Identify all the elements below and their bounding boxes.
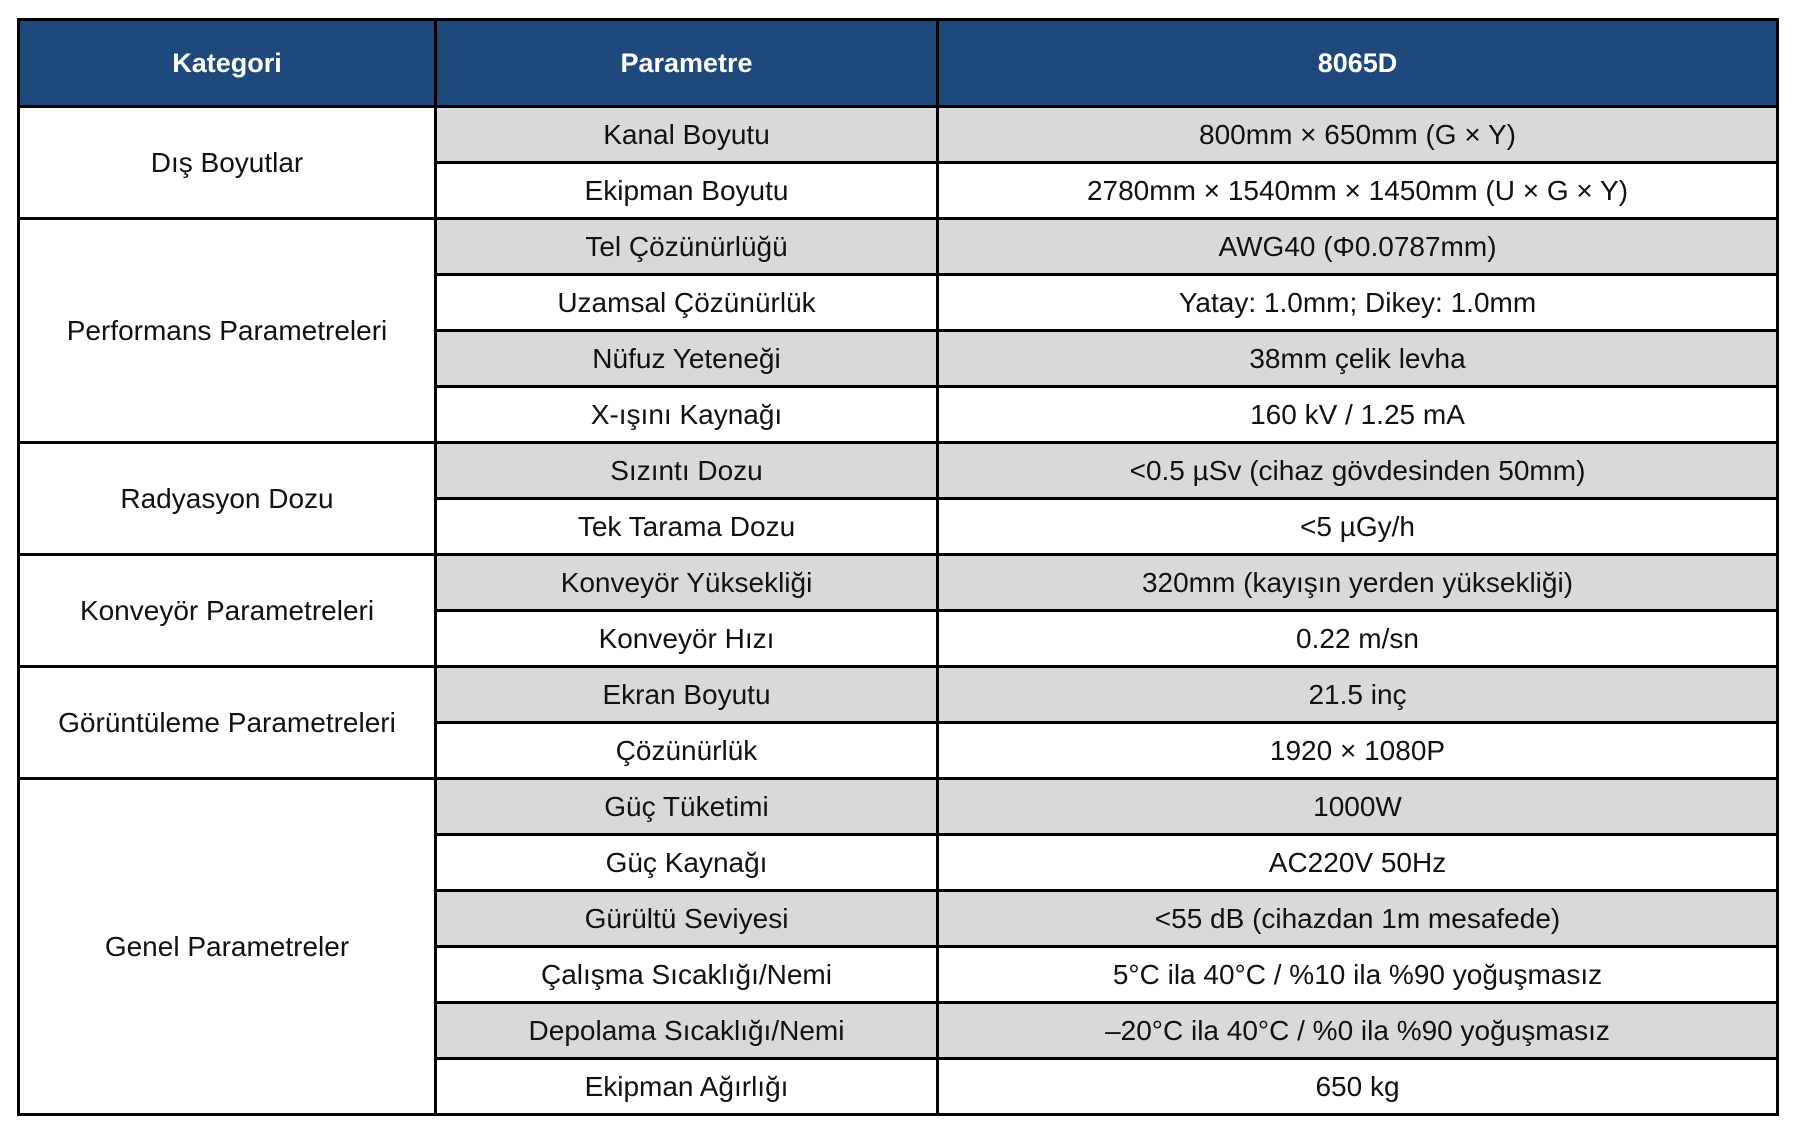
- parameter-cell: Depolama Sıcaklığı/Nemi: [436, 1003, 938, 1059]
- value-cell: 38mm çelik levha: [938, 331, 1778, 387]
- value-cell: 1000W: [938, 779, 1778, 835]
- value-cell: AWG40 (Φ0.0787mm): [938, 219, 1778, 275]
- header-category: Kategori: [19, 20, 436, 107]
- value-cell: 320mm (kayışın yerden yüksekliği): [938, 555, 1778, 611]
- spec-table: [17, 18, 1779, 1116]
- value-cell: 650 kg: [938, 1059, 1778, 1115]
- value-cell: 0.22 m/sn: [938, 611, 1778, 667]
- value-cell: 800mm × 650mm (G × Y): [938, 107, 1778, 163]
- value-cell: <0.5 µSv (cihaz gövdesinden 50mm): [938, 443, 1778, 499]
- parameter-cell: Uzamsal Çözünürlük: [436, 275, 938, 331]
- parameter-cell: Çözünürlük: [436, 723, 938, 779]
- parameter-cell: Kanal Boyutu: [436, 107, 938, 163]
- value-cell: <55 dB (cihazdan 1m mesafede): [938, 891, 1778, 947]
- value-cell: <5 µGy/h: [938, 499, 1778, 555]
- table-row: [19, 779, 1778, 835]
- category-cell: Görüntüleme Parametreleri: [19, 667, 436, 779]
- header-row: [19, 20, 1778, 107]
- table-row: [19, 219, 1778, 275]
- header-model: 8065D: [938, 20, 1778, 107]
- header-parameter: Parametre: [436, 20, 938, 107]
- table-row: [19, 667, 1778, 723]
- value-cell: Yatay: 1.0mm; Dikey: 1.0mm: [938, 275, 1778, 331]
- parameter-cell: Gürültü Seviyesi: [436, 891, 938, 947]
- value-cell: 1920 × 1080P: [938, 723, 1778, 779]
- category-cell: Performans Parametreleri: [19, 219, 436, 443]
- category-cell: Dış Boyutlar: [19, 107, 436, 219]
- category-cell: Genel Parametreler: [19, 779, 436, 1115]
- value-cell: 21.5 inç: [938, 667, 1778, 723]
- table-header: [19, 20, 1778, 107]
- parameter-cell: Ekran Boyutu: [436, 667, 938, 723]
- parameter-cell: Güç Kaynağı: [436, 835, 938, 891]
- parameter-cell: Nüfuz Yeteneği: [436, 331, 938, 387]
- parameter-cell: Tel Çözünürlüğü: [436, 219, 938, 275]
- category-cell: Konveyör Parametreleri: [19, 555, 436, 667]
- value-cell: –20°C ila 40°C / %0 ila %90 yoğuşmasız: [938, 1003, 1778, 1059]
- value-cell: 2780mm × 1540mm × 1450mm (U × G × Y): [938, 163, 1778, 219]
- parameter-cell: Ekipman Ağırlığı: [436, 1059, 938, 1115]
- parameter-cell: Sızıntı Dozu: [436, 443, 938, 499]
- value-cell: 160 kV / 1.25 mA: [938, 387, 1778, 443]
- table-row: [19, 443, 1778, 499]
- table-body: [19, 107, 1778, 1115]
- table-row: [19, 555, 1778, 611]
- parameter-cell: X-ışını Kaynağı: [436, 387, 938, 443]
- parameter-cell: Çalışma Sıcaklığı/Nemi: [436, 947, 938, 1003]
- parameter-cell: Ekipman Boyutu: [436, 163, 938, 219]
- value-cell: 5°C ila 40°C / %10 ila %90 yoğuşmasız: [938, 947, 1778, 1003]
- category-cell: Radyasyon Dozu: [19, 443, 436, 555]
- value-cell: AC220V 50Hz: [938, 835, 1778, 891]
- table-row: [19, 107, 1778, 163]
- parameter-cell: Konveyör Yüksekliği: [436, 555, 938, 611]
- parameter-cell: Güç Tüketimi: [436, 779, 938, 835]
- parameter-cell: Tek Tarama Dozu: [436, 499, 938, 555]
- parameter-cell: Konveyör Hızı: [436, 611, 938, 667]
